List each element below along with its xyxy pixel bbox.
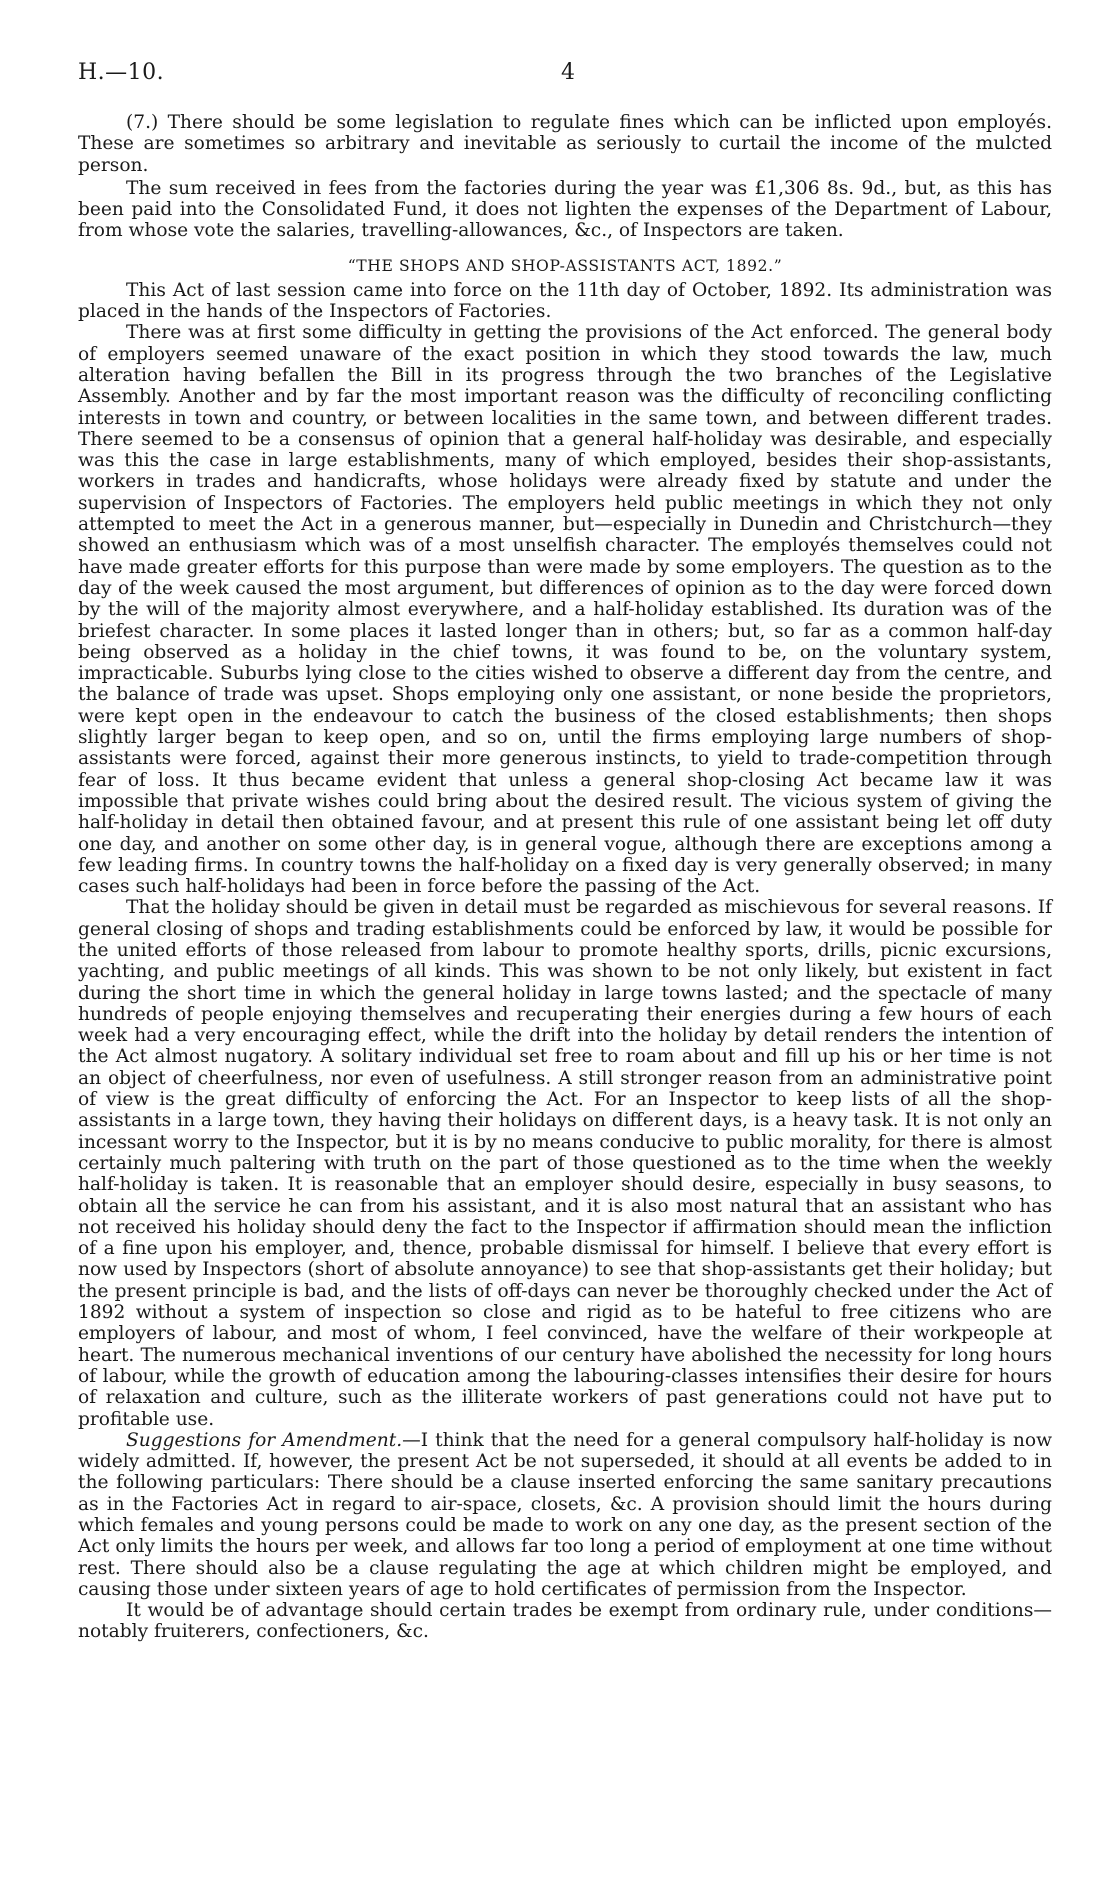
suggestions-text: —I think that the need for a general compulsory half-holiday is now widely admitted. If, however, the present Act be not superseded, it should at all events be added to in the following particulars: There should be a clause inserted enforcing the same sanitary precautions as in the Factories Act in regard to air-space, closets, &c. A provision should limit the hours during which females and young persons could be made to work on any one day, as the present section of the Act only limits the hours per week, and allows far too long a period of employment at one time without rest. There should also be a clause regulating the age at which children might be employed, and causing those under sixteen years of age to hold certificates of permission from the Inspector. <box>78 1429 1052 1600</box>
paragraph-suggestions <box>78 1430 1052 1600</box>
paragraph-act-intro: This Act of last session came into force on the 11th day of October, 1892. Its administration was placed in the hands of the Inspectors of Factories. <box>78 279 1052 323</box>
page-header <box>78 60 1052 100</box>
paragraph-difficulty: There was at first some difficulty in getting the provisions of the Act enforced. The general body of employers seemed unaware of the exact position in which they stood towards the law, much alteration having befallen the Bill in its progress through the two branches of the Legislative Assembly. Another and by far the most important reason was the difficulty of reconciling conflicting interests in town and country, or between localities in the same town, and between different trades. There seemed to be a consensus of opinion that a general half-holiday was desirable, and especially was this the case in large establishments, many of which employed, besides their shop-assistants, workers in trades and handicrafts, whose holidays were already fixed by statute and under the supervision of Inspectors of Factories. The employers held public meetings in which they not only attempted to meet the Act in a generous manner, but—especially in Dunedin and Christchurch—they showed an enthusiasm which was of a most unselfish character. The employés themselves could not have made greater efforts for this purpose than were made by some employers. The question as to the day of the week caused the most argument, but differences of opinion as to the day were forced down by the will of the majority almost everywhere, and a half-holiday established. Its duration was of the briefest character. In some places it lasted longer than in others; but, so far as a common half-day being observed as a holiday in the chief towns, it was found to be, on the voluntary system, impracticable. Suburbs lying close to the cities wished to observe a different day from the centre, and the balance of trade was upset. Shops employing only one assistant, or none beside the proprietors, were kept open in the endeavour to catch the business of the closed establishments; then shops slightly larger began to keep open, and so on, until the firms employing large numbers of shop-assistants were forced, against their more generous instincts, to yield to trade-competition through fear of loss. It thus became evident that unless a general shop-closing Act became law it was impossible that private wishes could bring about the desired result. The vicious system of giving the half-holiday in detail then obtained favour, and at present this rule of one assistant being let off duty one day, and another on some other day, is in general vogue, although there are exceptions among a few leading firms. In country towns the half-holiday on a fixed day is very generally observed; in many cases such half-holidays had been in force before the passing of the Act. <box>78 322 1052 898</box>
paragraph-holiday-detail: That the holiday should be given in detail must be regarded as mischievous for several reasons. If general closing of shops and trading establishments could be enforced by law, it would be possible for the united efforts of those released from labour to promote healthy sports, drills, picnic excursions, yachting, and public meetings of all kinds. This was shown to be not only likely, but existent in fact during the short time in which the general holiday in large towns lasted; and the spectacle of many hundreds of people enjoying themselves and recuperating their energies during a few hours of each week had a very encouraging effect, while the drift into the holiday by detail renders the intention of the Act almost nugatory. A solitary individual set free to roam about and fill up his or her time is not an object of cheerfulness, nor even of usefulness. A still stronger reason from an administrative point of view is the great difficulty of enforcing the Act. For an Inspector to keep lists of all the shop-assistants in a large town, they having their holidays on different days, is a heavy task. It is not only an incessant worry to the Inspector, but it is by no means conducive to public morality, for there is almost certainly much paltering with truth on the part of those questioned as to the time when the weekly half-holiday is taken. It is reasonable that an employer should desire, especially in busy seasons, to obtain all the service he can from his assistant, and it is also most natural that an assistant who has not received his holiday should deny the fact to the Inspector if affirmation should mean the infliction of a fine upon his employer, and, thence, probable dismissal for himself. I believe that every effort is now used by Inspectors (short of absolute annoyance) to see that shop-assistants get their holiday; but the present principle is bad, and the lists of off-days can never be thoroughly checked under the Act of 1892 without a system of inspection so close and rigid as to be hateful to free citizens who are employers of labour, and most of whom, I feel convinced, have the welfare of their workpeople at heart. The numerous mechanical inventions of our century have abolished the necessity for long hours of labour, while the growth of education among the labouring-classes intensifies their desire for hours of relaxation and culture, such as the illiterate workers of past generations could not have put to profitable use. <box>78 897 1052 1430</box>
paragraph-closing: It would be of advantage should certain trades be exempt from ordinary rule, under conditions—notably fruiterers, confectioners, &c. <box>78 1600 1052 1643</box>
section-heading: “THE SHOPS AND SHOP-ASSISTANTS ACT, 1892.” <box>347 256 783 275</box>
paragraph-fees: The sum received in fees from the factories during the year was £1,306 8s. 9d., but, as this has been paid into the Consolidated Fund, it does not lighten the expenses of the Department of Labour, from whose vote the salaries, travelling-allowances, &c., of Inspectors are taken. <box>78 177 1052 242</box>
paragraph-fines: (7.) There should be some legislation to regulate fines which can be inflicted upon employés. These are sometimes so arbitrary and inevitable as seriously to curtail the income of the mulcted person. <box>78 112 1052 176</box>
page-number: 4 <box>561 60 575 85</box>
document-page <box>78 60 1052 1643</box>
suggestions-label: Suggestions for Amendment. <box>126 1429 403 1451</box>
document-id: H.—10. <box>78 60 165 85</box>
